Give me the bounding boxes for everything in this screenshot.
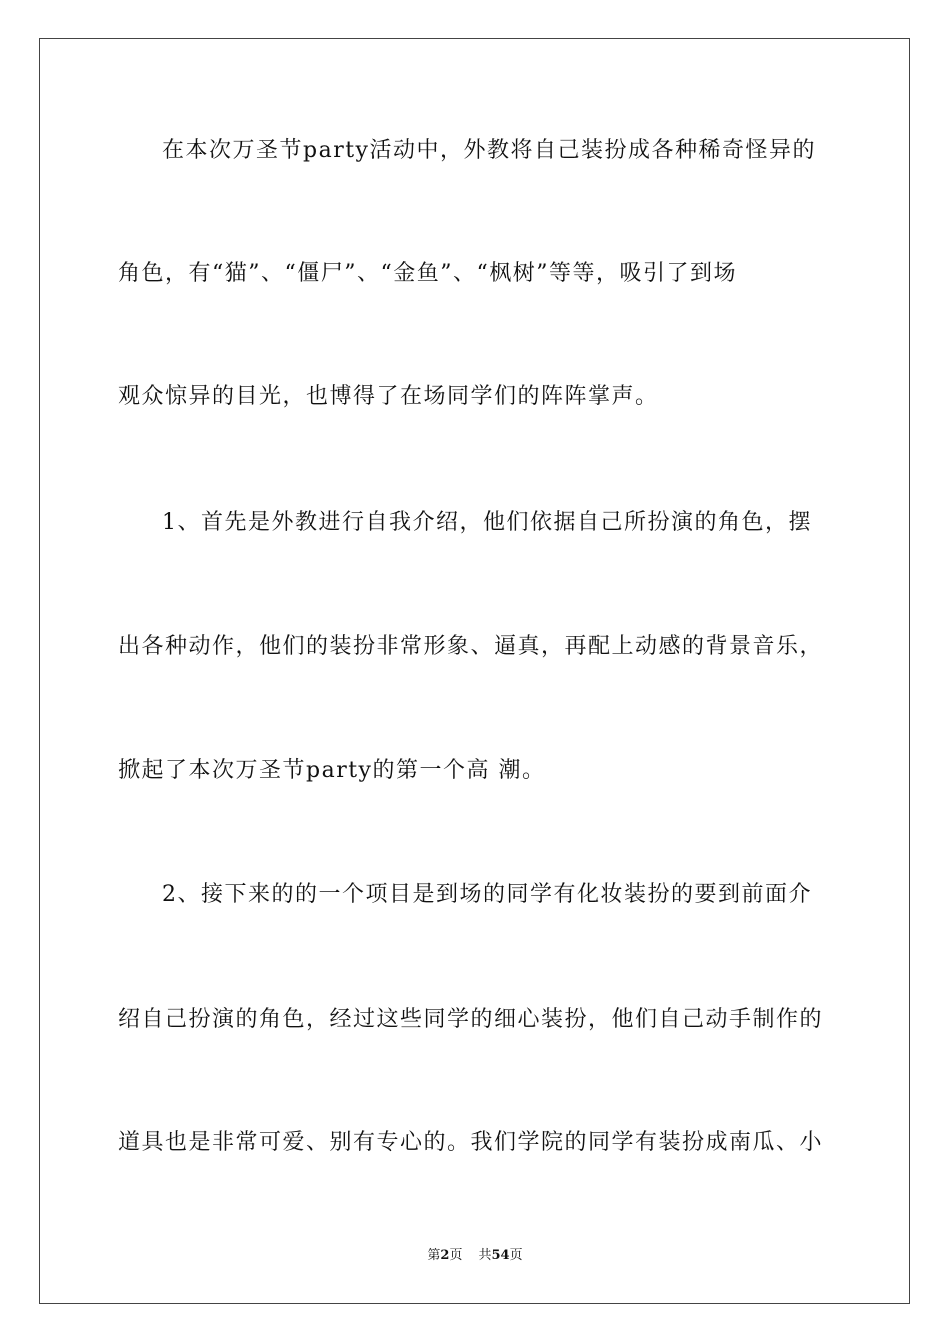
paragraph-1-line-3: 观众惊异的目光，也博得了在场同学们的阵阵掌声。 <box>118 384 659 409</box>
paragraph-2-line-1: 1、首先是外教进行自我介绍，他们依据自己所扮演的角色，摆 <box>162 510 812 535</box>
page-number: 2 <box>440 1248 450 1263</box>
page-prefix: 第 <box>427 1248 441 1263</box>
paragraph-1-line-1: 在本次万圣节party活动中，外教将自己装扮成各种稀奇怪异的 <box>162 138 816 163</box>
page-suffix: 页 <box>449 1248 463 1263</box>
total-pages: 54 <box>491 1248 510 1263</box>
total-prefix: 共 <box>478 1248 492 1263</box>
paragraph-1-line-2: 角色，有“猫”、“僵尸”、“金鱼”、“枫树”等等，吸引了到场 <box>118 261 737 286</box>
paragraph-2-line-3: 掀起了本次万圣节party的第一个高 潮。 <box>118 758 546 783</box>
paragraph-3-line-1: 2、接下来的的一个项目是到场的同学有化妆装扮的要到前面介 <box>162 882 812 907</box>
page-footer <box>0 1247 950 1265</box>
paragraph-3-line-2: 绍自己扮演的角色，经过这些同学的细心装扮，他们自己动手制作的 <box>118 1007 824 1032</box>
paragraph-2-line-2: 出各种动作，他们的装扮非常形象、逼真，再配上动感的背景音乐， <box>118 634 824 659</box>
paragraph-3-line-3: 道具也是非常可爱、别有专心的。我们学院的同学有装扮成南瓜、小 <box>118 1130 824 1155</box>
total-suffix: 页 <box>509 1248 523 1263</box>
page-border <box>39 38 910 1304</box>
